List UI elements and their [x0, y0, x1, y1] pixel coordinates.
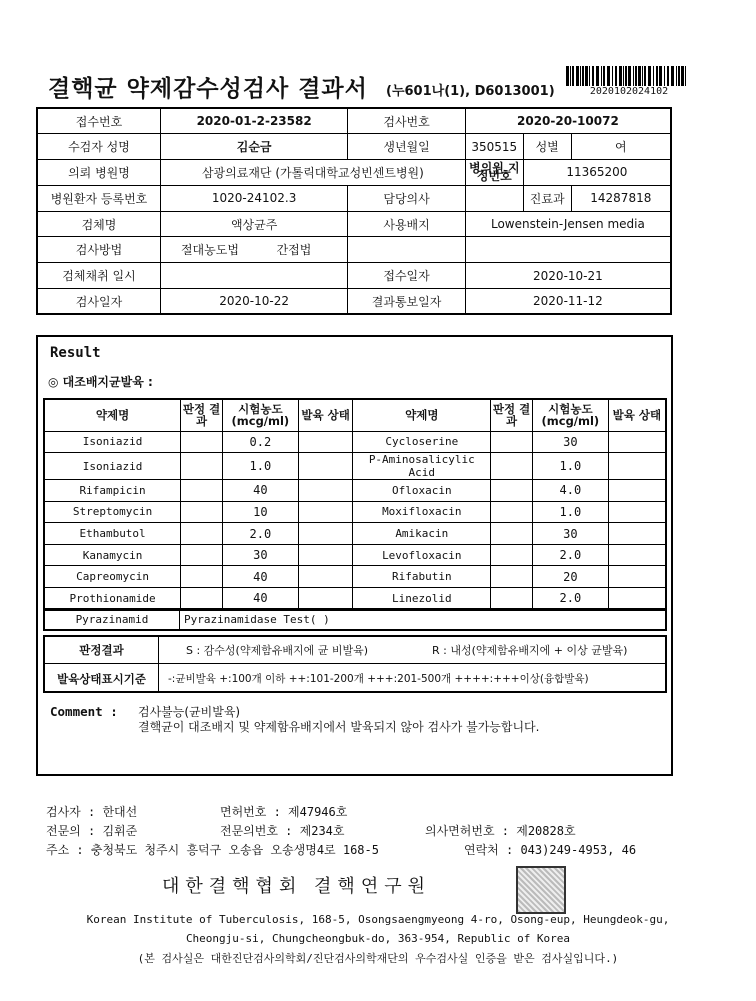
doctor-name — [465, 185, 523, 211]
blank-cell — [348, 237, 466, 263]
judge-cell — [181, 501, 223, 523]
report-date-label: 결과통보일자 — [348, 289, 466, 315]
growth-cell — [608, 453, 666, 480]
legend-divider — [45, 663, 665, 664]
table-row — [44, 431, 666, 453]
drug-name: Isoniazid — [44, 431, 181, 453]
drug-name: Amikacin — [353, 523, 491, 545]
growth-legend-label: 발육상태표시기준 — [57, 672, 146, 686]
table-row — [44, 588, 666, 610]
table-row — [44, 544, 666, 566]
hospital-label: 의뢰 병원명 — [37, 160, 160, 186]
judge-cell — [181, 544, 223, 566]
blank-cell — [465, 237, 671, 263]
hospital-name: 삼광의료재단 (가톨릭대학교성빈센트병원) — [160, 160, 465, 186]
drug-header: 약제명 — [353, 399, 491, 431]
judge-cell — [181, 566, 223, 588]
patient-reg-label: 병원환자 등록번호 — [37, 185, 160, 211]
dob-label: 생년월일 — [348, 134, 466, 160]
growth-cell — [608, 431, 666, 453]
conc-cell: 1.0 — [532, 453, 608, 480]
conc-cell: 1.0 — [222, 453, 298, 480]
test-no-label: 검사번호 — [348, 108, 466, 134]
growth-cell — [608, 480, 666, 502]
institute-address-en-1: Korean Institute of Tuberculosis, 168-5, Osongsaengmyeong 4-ro, Osong-eup, Heungdeok-gu, — [86, 913, 670, 926]
growth-header: 발육 상태 — [608, 399, 666, 431]
judge-cell — [491, 431, 533, 453]
hospital-code: 11365200 — [523, 160, 671, 186]
drug-name: Cycloserine — [353, 431, 491, 453]
conc-cell: 40 — [222, 480, 298, 502]
judge-cell — [181, 453, 223, 480]
tester: 검사자 : 한대선 — [46, 805, 138, 819]
conc-cell: 4.0 — [532, 480, 608, 502]
patient-name-label: 수검자 성명 — [37, 134, 160, 160]
conc-header: 시험농도 (mcg/ml) — [532, 399, 608, 431]
patient-reg: 1020-24102.3 — [160, 185, 347, 211]
medium-label: 사용배지 — [348, 211, 466, 237]
growth-cell — [608, 523, 666, 545]
document-code: (누601나(1), D6013001) — [386, 84, 555, 99]
drug-header: 약제명 — [44, 399, 181, 431]
judge-cell — [181, 523, 223, 545]
judge-cell — [491, 523, 533, 545]
receive-date-label: 접수일자 — [348, 263, 466, 289]
judge-cell — [181, 431, 223, 453]
drug-name: Isoniazid — [44, 453, 181, 480]
growth-cell — [298, 453, 353, 480]
conc-cell: 2.0 — [532, 588, 608, 610]
dept-label: 진료과 — [523, 185, 571, 211]
judge-cell — [181, 588, 223, 610]
conc-cell: 2.0 — [222, 523, 298, 545]
institute-name: 대한결핵협회 결핵연구원 — [162, 876, 431, 897]
conc-cell: 40 — [222, 566, 298, 588]
receipt-no: 2020-01-2-23582 — [160, 108, 347, 134]
certification-notice: (본 검사실은 대한진단검사의학회/진단검사의학재단의 우수검사실 인증을 받은 검사실입니다.) — [137, 952, 619, 965]
drug-name: Ethambutol — [44, 523, 181, 545]
judge-legend-s: S : 감수성(약제함유배지에 균 비발육) — [186, 644, 369, 657]
drug-name: Linezolid — [353, 588, 491, 610]
dept-value: 14287818 — [571, 185, 671, 211]
judge-cell — [491, 453, 533, 480]
growth-cell — [298, 523, 353, 545]
growth-cell — [608, 566, 666, 588]
method-2: 간접법 — [276, 243, 312, 258]
doctor-label: 담당의사 — [348, 185, 466, 211]
judge-legend-label: 판정결과 — [79, 643, 124, 657]
sex-label: 성별 — [523, 134, 571, 160]
judge-header: 판정 결과 — [491, 399, 533, 431]
hospital-code-label: 병의원 지정번호 — [465, 160, 523, 186]
drug-name: Kanamycin — [44, 544, 181, 566]
growth-cell — [298, 501, 353, 523]
comment-label: Comment : — [50, 704, 118, 719]
specialist: 전문의 : 김휘준 — [46, 824, 138, 838]
receipt-no-label: 접수번호 — [37, 108, 160, 134]
method — [160, 237, 347, 263]
patient-name: 김순금 — [160, 134, 347, 160]
test-date: 2020-10-22 — [160, 289, 347, 315]
judge-cell — [491, 544, 533, 566]
growth-cell — [298, 544, 353, 566]
growth-header: 발육 상태 — [298, 399, 353, 431]
growth-cell — [608, 544, 666, 566]
result-label: Result — [50, 345, 101, 361]
conc-cell: 10 — [222, 501, 298, 523]
method-1: 절대농도법 — [180, 243, 239, 258]
judge-cell — [181, 480, 223, 502]
conc-cell: 2.0 — [532, 544, 608, 566]
table-row — [44, 566, 666, 588]
growth-cell — [298, 480, 353, 502]
institute-address-en-2: Cheongju-si, Chungcheongbuk-do, 363-954, Republic of Korea — [185, 932, 571, 945]
receive-date: 2020-10-21 — [465, 263, 671, 289]
drug-name: Capreomycin — [44, 566, 181, 588]
drug-name: Prothionamide — [44, 588, 181, 610]
medium: Lowenstein-Jensen media — [465, 211, 671, 237]
drug-name: P-Aminosalicylic Acid — [353, 453, 491, 480]
conc-cell: 20 — [532, 566, 608, 588]
judge-cell — [491, 501, 533, 523]
judge-cell — [491, 480, 533, 502]
table-row — [44, 453, 666, 480]
method-label: 검사방법 — [37, 237, 160, 263]
drug-name: Rifabutin — [353, 566, 491, 588]
seal-icon — [516, 866, 566, 914]
pyrazinamid-name: Pyrazinamid — [45, 611, 180, 629]
drug-table — [43, 398, 667, 610]
comment-line-1: 검사불능(균비발육) — [138, 705, 241, 719]
specimen: 액상균주 — [160, 211, 347, 237]
judge-cell — [491, 566, 533, 588]
judge-legend-r: R : 내성(약제함유배지에 + 이상 균발육) — [432, 644, 628, 657]
conc-cell: 1.0 — [532, 501, 608, 523]
growth-legend-text: -:균비발육 +:100개 이하 ++:101-200개 +++:201-500개 ++++:+++이상(융합발육) — [168, 673, 589, 685]
conc-cell: 0.2 — [222, 431, 298, 453]
legend-divider — [158, 637, 159, 691]
growth-cell — [298, 431, 353, 453]
table-row — [44, 501, 666, 523]
test-date-label: 검사일자 — [37, 289, 160, 315]
growth-cell — [298, 588, 353, 610]
tester-license: 면허번호 : 제47946호 — [220, 805, 348, 819]
barcode-icon — [566, 66, 688, 86]
growth-cell — [608, 501, 666, 523]
control-medium-growth-label: ◎ 대조배지균발육 : — [48, 375, 153, 389]
drug-name: Moxifloxacin — [353, 501, 491, 523]
doctor-license: 의사면허번호 : 제20828호 — [425, 824, 576, 838]
contact: 연락처 : 043)249-4953, 46 — [464, 843, 637, 857]
conc-header: 시험농도 (mcg/ml) — [222, 399, 298, 431]
drug-name: Streptomycin — [44, 501, 181, 523]
collect-date — [160, 263, 347, 289]
info-table — [36, 107, 672, 315]
specialist-no: 전문의번호 : 제234호 — [220, 824, 345, 838]
barcode-number: 2020102024102 — [589, 86, 669, 97]
drug-name: Ofloxacin — [353, 480, 491, 502]
drug-name: Levofloxacin — [353, 544, 491, 566]
table-row — [44, 480, 666, 502]
table-row — [44, 523, 666, 545]
judge-header: 판정 결과 — [181, 399, 223, 431]
conc-cell: 40 — [222, 588, 298, 610]
document-title: 결핵균 약제감수성검사 결과서 — [48, 76, 368, 102]
dob: 350515 — [465, 134, 523, 160]
pyrazinamidase-test: Pyrazinamidase Test( ) — [184, 613, 330, 626]
test-no: 2020-20-10072 — [465, 108, 671, 134]
conc-cell: 30 — [532, 523, 608, 545]
growth-cell — [298, 566, 353, 588]
address: 주소 : 충청북도 청주시 흥덕구 오송읍 오송생명4로 168-5 — [46, 843, 379, 857]
specimen-label: 검체명 — [37, 211, 160, 237]
report-date: 2020-11-12 — [465, 289, 671, 315]
comment-line-2: 결핵균이 대조배지 및 약제함유배지에서 발육되지 않아 검사가 불가능합니다. — [138, 720, 540, 734]
collect-date-label: 검체채취 일시 — [37, 263, 160, 289]
judge-cell — [491, 588, 533, 610]
conc-cell: 30 — [532, 431, 608, 453]
conc-cell: 30 — [222, 544, 298, 566]
growth-cell — [608, 588, 666, 610]
sex: 여 — [571, 134, 671, 160]
drug-name: Rifampicin — [44, 480, 181, 502]
